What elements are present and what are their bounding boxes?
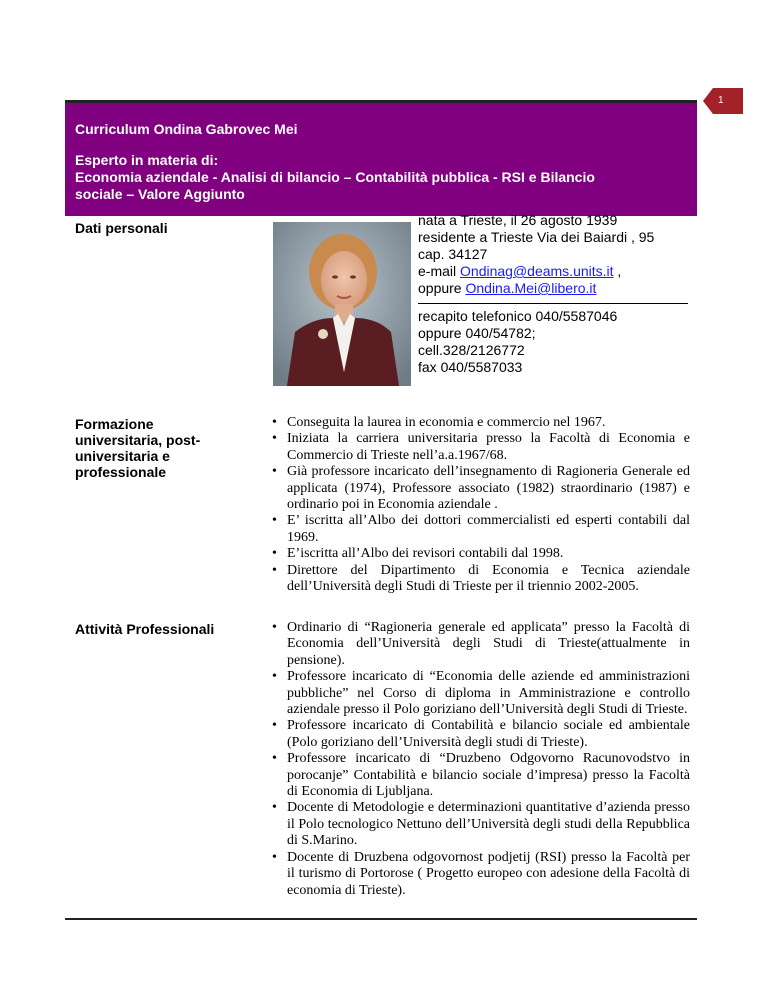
expertise-areas: Economia aziendale - Analisi di bilancio – Contabilità pubblica - RSI e Bilancio (75, 169, 595, 185)
email-separator: , (613, 263, 622, 279)
phone-info: recapito telefonico 040/5587046 (418, 308, 618, 324)
list-item: • E’ iscritta all’Albo dei dottori commercialisti ed esperti contabili dal 1969. (272, 513, 690, 546)
email-link-primary[interactable]: Ondinag@deams.units.it (460, 263, 614, 279)
list-item: • E’iscritta all’Albo dei revisori contabili dal 1998. (272, 546, 690, 562)
contact-divider (418, 303, 688, 304)
list-item: • Docente di Druzbena odgovornost podjetij (RSI) presso la Facoltà per il turismo di Portorose ( Progetto europeo con adesione della Facoltà di economia di Trieste). (272, 850, 690, 899)
education-label-line: universitaria e (75, 448, 170, 464)
cv-header (65, 103, 697, 215)
list-item: • Conseguita la laurea in economia e commercio nel 1967. (272, 415, 690, 431)
list-item: • Iniziata la carriera universitaria presso la Facoltà di Economia e Commercio di Trieste nell’a.a.1967/68. (272, 431, 690, 464)
list-item: • Professore incaricato di Contabilità e bilancio sociale ed ambientale (Polo goriziano dell’Università degli studi di Trieste). (272, 718, 690, 751)
email-prefix: e-mail (418, 263, 461, 279)
education-list (272, 415, 690, 595)
alt-email-line (418, 280, 703, 297)
education-label-line: professionale (75, 464, 167, 480)
bottom-divider (65, 918, 697, 920)
list-item: • Direttore del Dipartimento di Economia e Tecnica aziendale dell’Università degli Studi di Trieste per il triennio 2002-2005. (272, 563, 690, 596)
cell-info: cell.328/2126772 (418, 342, 525, 358)
education-label-line: Formazione (75, 416, 154, 432)
expertise-intro: Esperto in materia di: (75, 152, 219, 168)
fax-info: fax 040/5587033 (418, 359, 523, 375)
list-item: • Già professore incaricato dell’insegnamento di Ragioneria Generale ed applicata (1974), Professore associato (1982) straordinario (1987) e ordinario poi in Economia aziendale . (272, 464, 690, 513)
cv-title: Curriculum Ondina Gabrovec Mei (75, 121, 298, 137)
portrait-photo (273, 222, 411, 386)
postal-code: cap. 34127 (418, 246, 488, 262)
professional-label: Attività Professionali (75, 621, 215, 637)
education-label (75, 416, 200, 480)
phone-alt-info: oppure 040/54782; (418, 325, 536, 341)
list-item: • Docente di Metodologie e determinazioni quantitative d’azienda presso il Polo tecnologico Nettuno dell’Università degli studi della Repubblica di S.Marino. (272, 800, 690, 849)
personal-label: Dati personali (75, 220, 168, 236)
email-link-secondary[interactable]: Ondina.Mei@libero.it (465, 280, 597, 296)
expertise-areas-cont: sociale – Valore Aggiunto (75, 186, 245, 202)
page-number: 1 (718, 95, 724, 106)
list-item: • Professore incaricato di “Druzbeno Odgovorno Racunovodstvo in porocanje” Contabilità e bilancio sociale d’impresa) presso la Facoltà di Economia di Ljubljana. (272, 751, 690, 800)
curriculum-document (65, 100, 697, 920)
contact-details (418, 212, 703, 376)
professional-section (65, 618, 697, 918)
education-label-line: universitaria, post- (75, 432, 201, 448)
birth-info: nata a Trieste, il 26 agosto 1939 (418, 212, 618, 228)
professional-list (272, 620, 690, 899)
list-item: • Ordinario di “Ragioneria generale ed applicata” presso la Facoltà di Economia dell’Università degli Studi di Trieste(attualmente in pensione). (272, 620, 690, 669)
email-line (418, 263, 703, 280)
residence-info: residente a Trieste Via dei Baiardi , 95 (418, 229, 655, 245)
alt-email-prefix: oppure (418, 280, 466, 296)
education-section (65, 396, 697, 618)
list-item: • Professore incaricato di “Economia delle aziende ed amministrazioni pubbliche” nel Corso di diploma in Amministrazione e controllo aziendale presso il Polo goriziano dell’Università degli Studi di Trieste. (272, 669, 690, 718)
personal-section (65, 212, 697, 396)
